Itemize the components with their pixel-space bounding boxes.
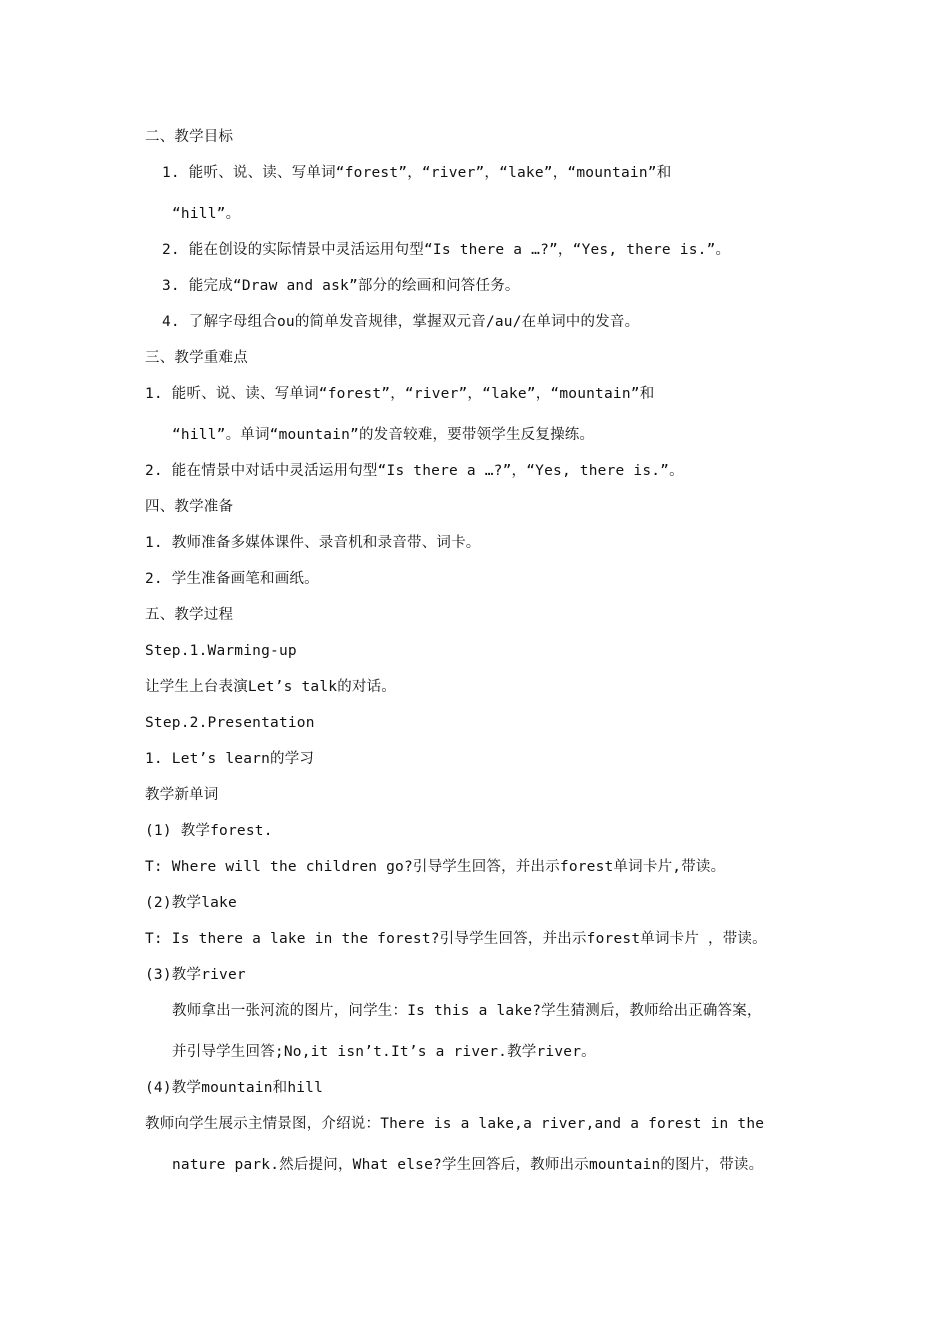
goal-item-2: 2. 能在创设的实际情景中灵活运用句型“Is there a …?”，“Yes, there is.”。 (162, 242, 731, 258)
word-mountain-heading: (4)教学mountain和hill (145, 1080, 324, 1096)
goal-item-1: 1. 能听、说、读、写单词“forest”，“river”，“lake”，“mountain”和 (162, 165, 672, 181)
word-forest-text: T: Where will the children go?引导学生回答，并出示forest单词卡片,带读。 (145, 859, 726, 875)
step-1-text: 让学生上台表演Let’s talk的对话。 (145, 679, 396, 695)
goal-item-4: 4. 了解字母组合ou的简单发音规律，掌握双元音/au/在单词中的发音。 (162, 314, 640, 330)
section-heading-goals: 二、教学目标 (145, 129, 234, 145)
word-river-text-cont: 并引导学生回答;No,it isn’t.It’s a river.教学river。 (172, 1044, 596, 1060)
goal-item-1-cont: “hill”。 (172, 206, 241, 222)
section-heading-key-points: 三、教学重难点 (145, 350, 248, 366)
lets-learn-heading: 1. Let’s learn的学习 (145, 751, 315, 767)
preparation-1: 1. 教师准备多媒体课件、录音机和录音带、词卡。 (145, 535, 481, 551)
key-point-1: 1. 能听、说、读、写单词“forest”，“river”，“lake”，“mountain”和 (145, 386, 655, 402)
word-mountain-text: 教师向学生展示主情景图，介绍说：There is a lake,a river,and a forest in the (145, 1116, 765, 1132)
new-words-heading: 教学新单词 (145, 787, 219, 803)
word-river-text: 教师拿出一张河流的图片，问学生：Is this a lake?学生猜测后，教师给出正确答案， (172, 1003, 762, 1019)
key-point-2: 2. 能在情景中对话中灵活运用句型“Is there a …?”，“Yes, there is.”。 (145, 463, 684, 479)
step-1-heading: Step.1.Warming-up (145, 643, 297, 659)
preparation-2: 2. 学生准备画笔和画纸。 (145, 571, 319, 587)
word-lake-heading: (2)教学lake (145, 895, 237, 911)
step-2-heading: Step.2.Presentation (145, 715, 315, 731)
word-mountain-text-cont: nature park.然后提问，What else?学生回答后，教师出示mountain的图片，带读。 (172, 1157, 764, 1173)
word-forest-heading: (1) 教学forest. (145, 823, 273, 839)
word-river-heading: (3)教学river (145, 967, 246, 983)
section-heading-process: 五、教学过程 (145, 607, 234, 623)
key-point-1-cont: “hill”。单词“mountain”的发音较难，要带领学生反复操练。 (172, 427, 595, 443)
word-lake-text: T: Is there a lake in the forest?引导学生回答，并出示forest单词卡片 ，带读。 (145, 931, 767, 947)
section-heading-preparation: 四、教学准备 (145, 499, 234, 515)
goal-item-3: 3. 能完成“Draw and ask”部分的绘画和问答任务。 (162, 278, 520, 294)
